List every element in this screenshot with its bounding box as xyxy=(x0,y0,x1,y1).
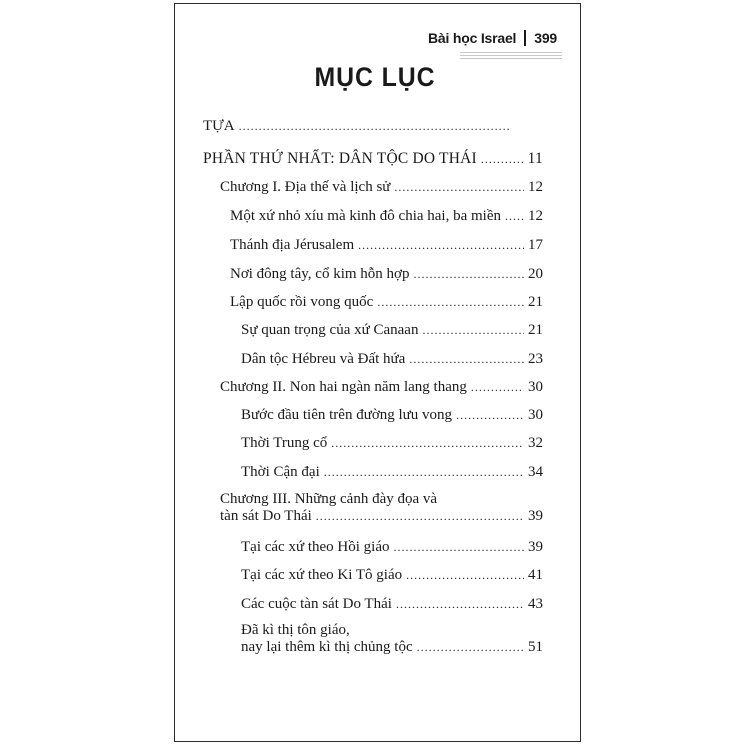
toc-title: MỤC LỤC xyxy=(314,62,436,92)
book-title: Bài học Israel xyxy=(427,30,517,46)
toc-entry-page: 34 xyxy=(528,464,543,480)
toc-leader-dots xyxy=(377,295,524,310)
toc-entry-page: 30 xyxy=(528,379,543,395)
toc-leader-dots xyxy=(456,408,524,423)
toc-entry-page: 43 xyxy=(528,596,543,612)
page-number: 399 xyxy=(534,30,557,46)
toc-entry-label-continued: tàn sát Do Thái xyxy=(220,508,312,524)
toc-entry-page: 12 xyxy=(528,179,543,195)
toc-entry[interactable] xyxy=(241,596,543,613)
toc-leader-dots xyxy=(409,352,524,367)
toc-entry[interactable] xyxy=(241,464,543,481)
toc-entry-page: 41 xyxy=(528,567,543,583)
toc-entry-label: Đã kì thị tôn giáo, xyxy=(241,622,350,638)
toc-entry-label: Nơi đông tây, cổ kim hỗn hợp xyxy=(230,266,410,282)
toc-entry[interactable] xyxy=(230,208,543,225)
toc-entry-label: Bước đầu tiên trên đường lưu vong xyxy=(241,407,453,423)
toc-entry-label: Một xứ nhỏ xíu mà kinh đô chia hai, ba miền xyxy=(230,208,502,224)
toc-leader-dots xyxy=(417,640,524,655)
toc-entry-page: 17 xyxy=(528,237,543,253)
toc-entry[interactable] xyxy=(220,491,543,525)
toc-entry-label: Chương III. Những cảnh đày đọa và xyxy=(220,491,438,507)
toc-entry-label: Tại các xứ theo Ki Tô giáo xyxy=(241,567,403,583)
toc-entry-page: 30 xyxy=(528,407,543,423)
toc-entry-page: 20 xyxy=(528,266,543,282)
toc-entry-label: Sự quan trọng của xứ Canaan xyxy=(241,322,419,338)
toc-entry[interactable] xyxy=(203,118,528,135)
toc-entry-label: Thánh địa Jérusalem xyxy=(230,237,355,253)
toc-entry-label: Thời Cận đại xyxy=(241,464,320,480)
toc-leader-dots xyxy=(394,180,524,195)
toc-entry[interactable] xyxy=(241,351,543,368)
running-head-divider xyxy=(524,30,526,46)
toc-entry-label: Chương I. Địa thế và lịch sử xyxy=(220,179,391,195)
toc-entry[interactable] xyxy=(220,379,543,396)
toc-entry[interactable] xyxy=(203,150,543,168)
toc-leader-dots xyxy=(358,238,524,253)
toc-leader-dots xyxy=(239,119,510,134)
toc-leader-dots xyxy=(413,267,524,282)
toc-entry[interactable] xyxy=(230,294,543,311)
toc-entry-page: 39 xyxy=(528,508,543,524)
toc-entry[interactable] xyxy=(241,322,543,339)
running-head xyxy=(428,30,557,46)
toc-entry-label: Lập quốc rồi vong quốc xyxy=(230,294,374,310)
toc-entry[interactable] xyxy=(241,435,543,452)
toc-entry-label: Chương II. Non hai ngàn năm lang thang xyxy=(220,379,467,395)
toc-entry-label: Các cuộc tàn sát Do Thái xyxy=(241,596,392,612)
toc-entry[interactable] xyxy=(220,179,543,196)
toc-leader-dots xyxy=(505,209,524,224)
toc-entry-label: PHẦN THỨ NHẤT: DÂN TỘC DO THÁI xyxy=(203,150,477,167)
toc-leader-dots xyxy=(422,323,524,338)
toc-leader-dots xyxy=(331,436,524,451)
toc-entry-page: 23 xyxy=(528,351,543,367)
toc-entry-page: 12 xyxy=(528,208,543,224)
toc-entry-label-continued: nay lại thêm kì thị chủng tộc xyxy=(241,639,413,655)
toc-leader-dots xyxy=(316,509,524,524)
toc-entry[interactable] xyxy=(230,237,543,254)
toc-leader-dots xyxy=(394,540,525,555)
toc-entry[interactable] xyxy=(241,622,543,656)
toc-leader-dots xyxy=(406,568,524,583)
toc-leader-dots xyxy=(324,465,524,480)
toc-entry-page: 39 xyxy=(528,539,543,555)
toc-entry[interactable] xyxy=(241,567,543,584)
toc-leader-dots xyxy=(471,380,524,395)
toc-entry-page: 32 xyxy=(528,435,543,451)
toc-entry[interactable] xyxy=(241,539,543,556)
toc-leader-dots xyxy=(396,597,524,612)
toc-entry[interactable] xyxy=(230,266,543,283)
toc-entry-label: TỰA xyxy=(203,118,235,134)
toc-entry[interactable] xyxy=(241,407,543,424)
toc-leader-dots xyxy=(481,152,524,167)
toc-entry-label: Thời Trung cổ xyxy=(241,435,328,451)
toc-entry-page: 21 xyxy=(528,322,543,338)
toc-entry-page: 51 xyxy=(528,639,543,655)
toc-entry-page: 21 xyxy=(528,294,543,310)
toc-entry-label: Dân tộc Hébreu và Đất hứa xyxy=(241,351,406,367)
toc-entry-page: 11 xyxy=(527,150,543,167)
header-rule-lines xyxy=(460,52,562,62)
toc-entry-label: Tại các xứ theo Hồi giáo xyxy=(241,539,390,555)
